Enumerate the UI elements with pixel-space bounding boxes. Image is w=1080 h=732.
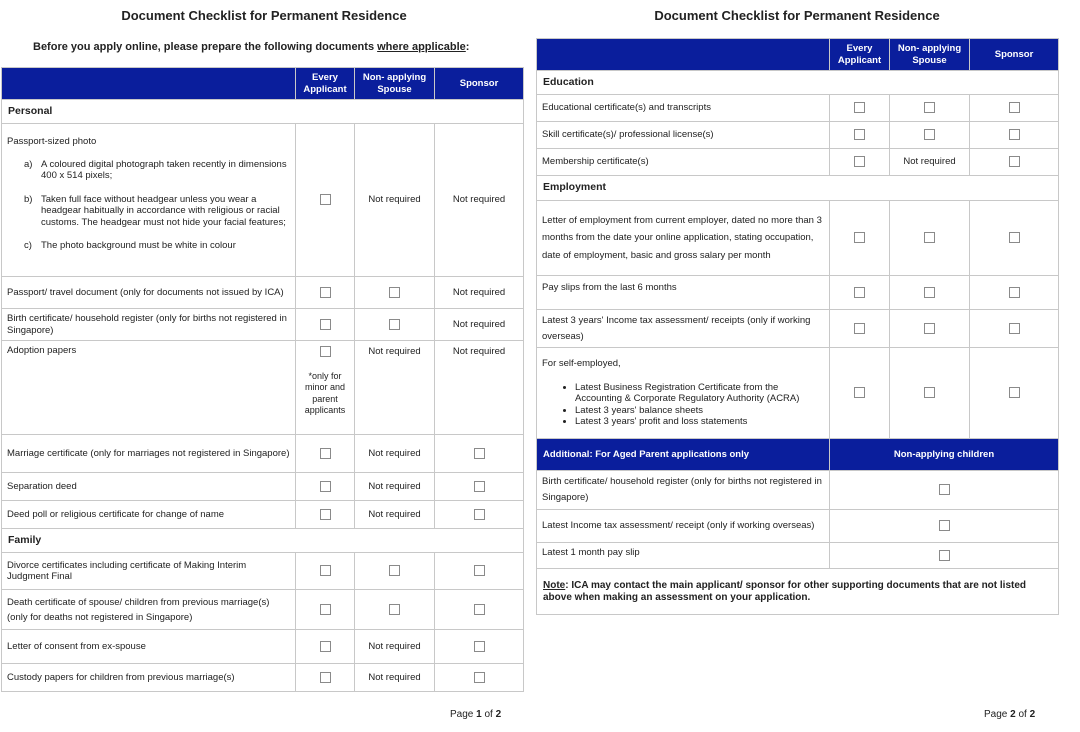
- table-row: [537, 201, 1059, 276]
- passport-photo-label: Passport-sized photo: [7, 136, 97, 147]
- checkbox-every-applicant[interactable]: [320, 287, 331, 298]
- not-required-label: Not required: [452, 194, 506, 206]
- checkbox-sponsor[interactable]: [1009, 129, 1020, 140]
- not-required-label: Not required: [368, 640, 421, 652]
- table-row: [2, 501, 524, 529]
- checkbox-sponsor[interactable]: [474, 641, 485, 652]
- note-label: Note: [543, 579, 566, 591]
- checkbox-sponsor[interactable]: [474, 481, 485, 492]
- checkbox-spouse[interactable]: [924, 387, 935, 398]
- row-label: Deed poll or religious certificate for change of name: [2, 501, 296, 529]
- table-header-row: [537, 39, 1059, 71]
- table-row: [537, 348, 1059, 439]
- note: [537, 569, 1059, 615]
- table-row: [537, 149, 1059, 176]
- not-required-label: Not required: [452, 346, 506, 357]
- table-row: [537, 95, 1059, 122]
- checkbox-every-applicant[interactable]: [320, 604, 331, 615]
- checkbox-children[interactable]: [939, 520, 950, 531]
- checkbox-spouse[interactable]: [924, 232, 935, 243]
- list-item: • Latest 3 years' balance sheets: [575, 405, 824, 417]
- not-required-label: Not required: [368, 194, 421, 206]
- checkbox-every-applicant[interactable]: [854, 387, 865, 398]
- page-label: Page: [984, 709, 1011, 720]
- row-label: Latest Income tax assessment/ receipt (only if working overseas): [537, 510, 830, 543]
- photo-item-text: The photo background must be white in colour: [41, 240, 236, 251]
- page-total: 2: [495, 709, 502, 720]
- list-item: • Latest 3 years' profit and loss statements: [575, 416, 824, 428]
- intro-suffix: :: [465, 41, 470, 53]
- row-label: Birth certificate/ household register (only for births not registered in Singapore): [537, 471, 830, 510]
- checkbox-spouse[interactable]: [389, 565, 400, 576]
- photo-item-text: Taken full face without headgear unless you wear a headgear habitually in accordance with religious or racial customs. The headgear must not hide your facial features;: [41, 193, 286, 228]
- additional-header: Additional: For Aged Parent applications only: [537, 439, 830, 471]
- row-label: Custody papers for children from previous marriage(s): [2, 664, 296, 692]
- not-required-label: Not required: [452, 318, 506, 330]
- checkbox-spouse[interactable]: [389, 287, 400, 298]
- checkbox-children[interactable]: [939, 484, 950, 495]
- section-family: Family: [2, 529, 524, 553]
- not-required-label: Not required: [368, 480, 421, 492]
- intro-text: [33, 41, 469, 53]
- table-row: [2, 309, 524, 341]
- page-total: 2: [1029, 709, 1036, 720]
- intro-prefix: Before you apply online, please prepare the following documents: [33, 41, 378, 53]
- checkbox-every-applicant[interactable]: [854, 287, 865, 298]
- table-row: [2, 124, 524, 277]
- checkbox-sponsor[interactable]: [474, 448, 485, 459]
- checkbox-spouse[interactable]: [924, 287, 935, 298]
- table-row: [2, 553, 524, 590]
- not-required-label: Not required: [368, 508, 421, 520]
- checkbox-children[interactable]: [939, 550, 950, 561]
- checkbox-every-applicant[interactable]: [320, 319, 331, 330]
- intro-underlined: where applicable: [377, 41, 466, 53]
- checkbox-every-applicant[interactable]: [320, 672, 331, 683]
- checkbox-sponsor[interactable]: [1009, 387, 1020, 398]
- page-2-title: Document Checklist for Permanent Residence: [654, 8, 940, 23]
- page-label: Page: [450, 709, 477, 720]
- checkbox-spouse[interactable]: [924, 323, 935, 334]
- checkbox-spouse[interactable]: [389, 319, 400, 330]
- table-row: [2, 341, 524, 435]
- checkbox-every-applicant[interactable]: [320, 509, 331, 520]
- row-label: Passport/ travel document (only for documents not issued by ICA): [2, 277, 296, 309]
- page-of: of: [1015, 709, 1030, 720]
- table-row: [2, 435, 524, 473]
- row-label: Adoption papers: [2, 341, 296, 435]
- row-label: Membership certificate(s): [537, 149, 830, 176]
- photo-item-marker: b): [24, 193, 33, 205]
- not-required-label: Not required: [903, 156, 956, 168]
- checkbox-spouse[interactable]: [924, 102, 935, 113]
- checkbox-sponsor[interactable]: [474, 604, 485, 615]
- photo-item-text: A coloured digital photograph taken recently in dimensions 400 x 514 pixels;: [41, 158, 287, 181]
- checkbox-sponsor[interactable]: [474, 509, 485, 520]
- photo-item-marker: a): [24, 158, 33, 170]
- row-label: Marriage certificate (only for marriages not registered in Singapore): [2, 435, 296, 473]
- checkbox-every-applicant[interactable]: [320, 641, 331, 652]
- photo-item-marker: c): [24, 240, 32, 251]
- table-header-row: [2, 68, 524, 100]
- section-education: Education: [537, 71, 1059, 95]
- education-employment-table: [536, 38, 1059, 615]
- checkbox-every-applicant[interactable]: [320, 565, 331, 576]
- checkbox-every-applicant[interactable]: [854, 156, 865, 167]
- table-row: [537, 310, 1059, 348]
- checkbox-every-applicant[interactable]: [854, 232, 865, 243]
- row-label: Skill certificate(s)/ professional license(s): [537, 122, 830, 149]
- not-required-label: Not required: [452, 286, 506, 298]
- row-label: Latest 3 years' Income tax assessment/ receipts (only if working overseas): [537, 310, 830, 348]
- table-row: [2, 630, 524, 664]
- header-every-applicant: Every Applicant: [830, 39, 890, 71]
- row-label: Letter of employment from current employer, dated no more than 3 months from the date your online application, stating occupation, date of employment, basic and gross salary per month: [537, 201, 830, 276]
- header-non-applying-spouse: Non- applying Spouse: [890, 39, 970, 71]
- not-required-label: Not required: [368, 346, 421, 357]
- row-label: Pay slips from the last 6 months: [537, 276, 830, 310]
- page-current: 1: [476, 709, 482, 720]
- row-label: Birth certificate/ household register (only for births not registered in Singapore): [2, 309, 296, 341]
- table-row: [2, 277, 524, 309]
- not-required-label: Not required: [368, 447, 421, 459]
- row-label: Educational certificate(s) and transcripts: [537, 95, 830, 122]
- table-row: [537, 510, 1059, 543]
- header-sponsor: Sponsor: [435, 68, 524, 100]
- not-required-label: Not required: [368, 671, 421, 683]
- checkbox-sponsor[interactable]: [1009, 156, 1020, 167]
- checkbox-sponsor[interactable]: [1009, 287, 1020, 298]
- row-label: Separation deed: [2, 473, 296, 501]
- page-1-title: Document Checklist for Permanent Residence: [121, 8, 407, 23]
- row-label: Divorce certificates including certificate of Making Interim Judgment Final: [2, 553, 296, 590]
- row-label: Latest 1 month pay slip: [537, 543, 830, 569]
- note-row: [537, 569, 1059, 615]
- table-row: [537, 276, 1059, 310]
- section-personal: Personal: [2, 100, 524, 124]
- additional-header-row: [537, 439, 1059, 471]
- table-row: [537, 543, 1059, 569]
- table-row: [2, 590, 524, 630]
- checkbox-sponsor[interactable]: [1009, 323, 1020, 334]
- list-item: • Latest Business Registration Certificate from the Accounting & Corporate Regulatory Authority (ACRA): [575, 382, 824, 405]
- section-employment: Employment: [537, 176, 1059, 201]
- checkbox-sponsor[interactable]: [1009, 102, 1020, 113]
- checkbox-every-applicant[interactable]: [854, 102, 865, 113]
- checkbox-spouse[interactable]: [389, 604, 400, 615]
- checkbox-spouse[interactable]: [924, 129, 935, 140]
- row-label: Letter of consent from ex-spouse: [2, 630, 296, 664]
- self-employed-label: For self-employed,: [542, 358, 621, 369]
- page-2-number: [984, 709, 1035, 720]
- checkbox-sponsor[interactable]: [1009, 232, 1020, 243]
- table-row: [537, 471, 1059, 510]
- page-current: 2: [1010, 709, 1016, 720]
- header-non-applying-children: Non-applying children: [830, 439, 1059, 471]
- page-1-number: [450, 709, 501, 720]
- table-row: [2, 473, 524, 501]
- row-label: Death certificate of spouse/ children from previous marriage(s) (only for deaths not registered in Singapore): [2, 590, 296, 630]
- personal-family-table: [1, 67, 524, 692]
- checklist-page-1: [0, 0, 528, 732]
- header-every-applicant: Every Applicant: [296, 68, 355, 100]
- table-row: [537, 122, 1059, 149]
- self-employed-list: [542, 382, 824, 428]
- header-sponsor: Sponsor: [970, 39, 1059, 71]
- checklist-page-2: [532, 0, 1062, 732]
- checkbox-every-applicant[interactable]: [320, 481, 331, 492]
- checkbox-every-applicant[interactable]: [854, 129, 865, 140]
- checkbox-sponsor[interactable]: [474, 565, 485, 576]
- checkbox-every-applicant[interactable]: [320, 448, 331, 459]
- table-row: [2, 664, 524, 692]
- note-text: : ICA may contact the main applicant/ sponsor for other supporting documents that are not listed above when making an assessment on your application.: [543, 579, 1027, 603]
- checkbox-every-applicant[interactable]: [320, 346, 331, 357]
- adoption-note: *only for minor and parent applicants: [304, 370, 346, 416]
- checkbox-every-applicant[interactable]: [854, 323, 865, 334]
- checkbox-every-applicant[interactable]: [320, 194, 331, 205]
- checkbox-sponsor[interactable]: [474, 672, 485, 683]
- page-of: of: [481, 709, 496, 720]
- header-non-applying-spouse: Non- applying Spouse: [355, 68, 435, 100]
